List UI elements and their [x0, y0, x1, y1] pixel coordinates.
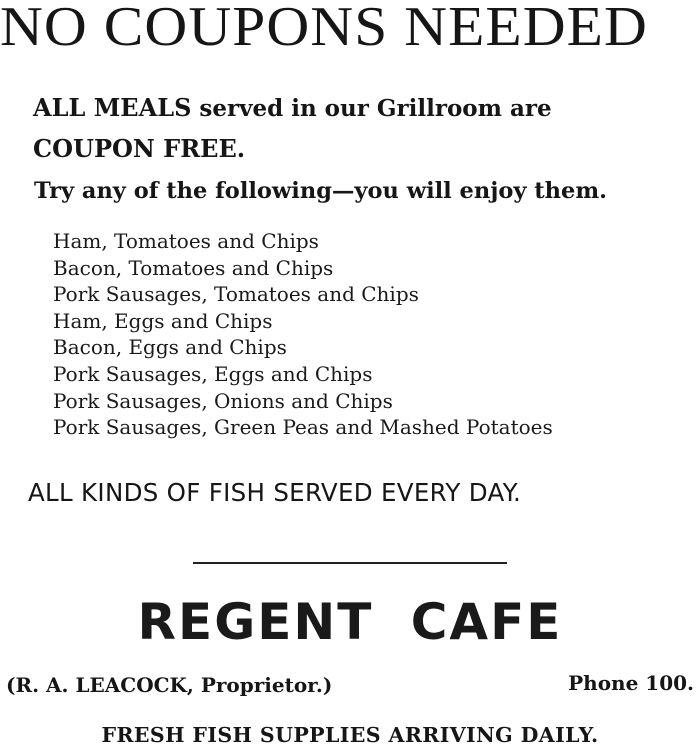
supplies-line: FRESH FISH SUPPLIES ARRIVING DAILY. [101, 723, 599, 747]
intro-rest: served in our Grillroom are [191, 95, 552, 122]
menu-item: Bacon, Tomatoes and Chips [53, 255, 334, 280]
menu-item: Ham, Tomatoes and Chips [53, 229, 319, 253]
headline: NO COUPONS NEEDED [0, 0, 648, 58]
fish-line: ALL KINDS OF FISH SERVED EVERY DAY. [28, 478, 522, 507]
menu-item: Pork Sausages, Tomatoes and Chips [53, 282, 419, 307]
divider-rule [193, 562, 507, 564]
menu-item: Ham, Eggs and Chips [53, 308, 273, 333]
menu-item: Pork Sausages, Onions and Chips [53, 388, 393, 413]
cafe-name: REGENT CAFE [137, 593, 563, 651]
menu-list [53, 228, 553, 441]
intro-line-2: COUPON FREE. [33, 134, 246, 163]
menu-item: Bacon, Eggs and Chips [53, 335, 287, 360]
phone-number: Phone 100. [568, 671, 694, 695]
menu-item: Pork Sausages, Eggs and Chips [53, 361, 373, 386]
proprietor: (R. A. LEACOCK, Proprietor.) [6, 673, 333, 697]
intro-line-1 [33, 88, 552, 129]
intro-caps: ALL MEALS [33, 93, 192, 122]
try-line: Try any of the following—you will enjoy them. [34, 178, 607, 204]
intro-block [33, 88, 552, 169]
menu-item: Pork Sausages, Green Peas and Mashed Potatoes [53, 415, 553, 440]
